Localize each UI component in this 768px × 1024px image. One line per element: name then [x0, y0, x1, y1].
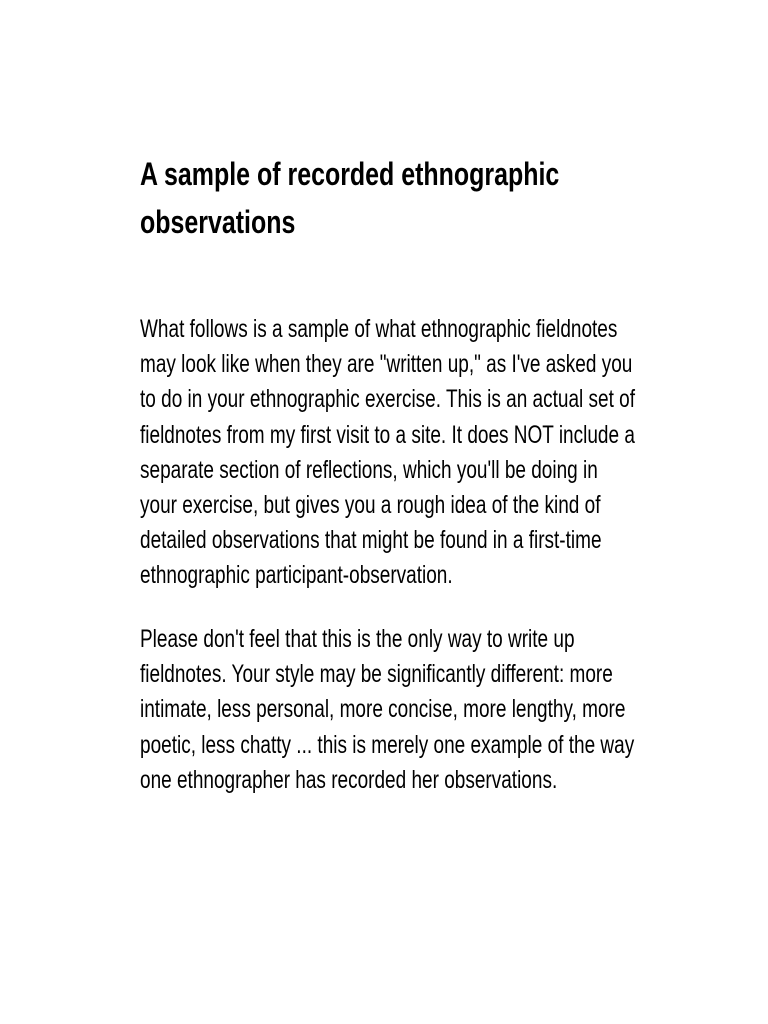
style-note-paragraph: Please don't feel that this is the only way to write up fieldnotes. Your style may be significantly different: more intimate, less personal, more concise, more lengthy, more poetic, less chatty ... this is merely one example of the way one ethnographer has recorded her observations. — [140, 625, 635, 794]
document-title: A sample of recorded ethnographic observations — [140, 156, 560, 240]
intro-paragraph: What follows is a sample of what ethnographic fieldnotes may look like when they are "written up," as I've asked you to do in your ethnographic exercise. This is an actual set of fieldnotes from my first visit to a site. It does NOT include a separate section of reflections, which you'll be doing in your exercise, but gives you a rough idea of the kind of detailed observations that might be found in a first-time ethnographic participant-observation. — [140, 315, 635, 590]
document-content — [140, 150, 640, 794]
